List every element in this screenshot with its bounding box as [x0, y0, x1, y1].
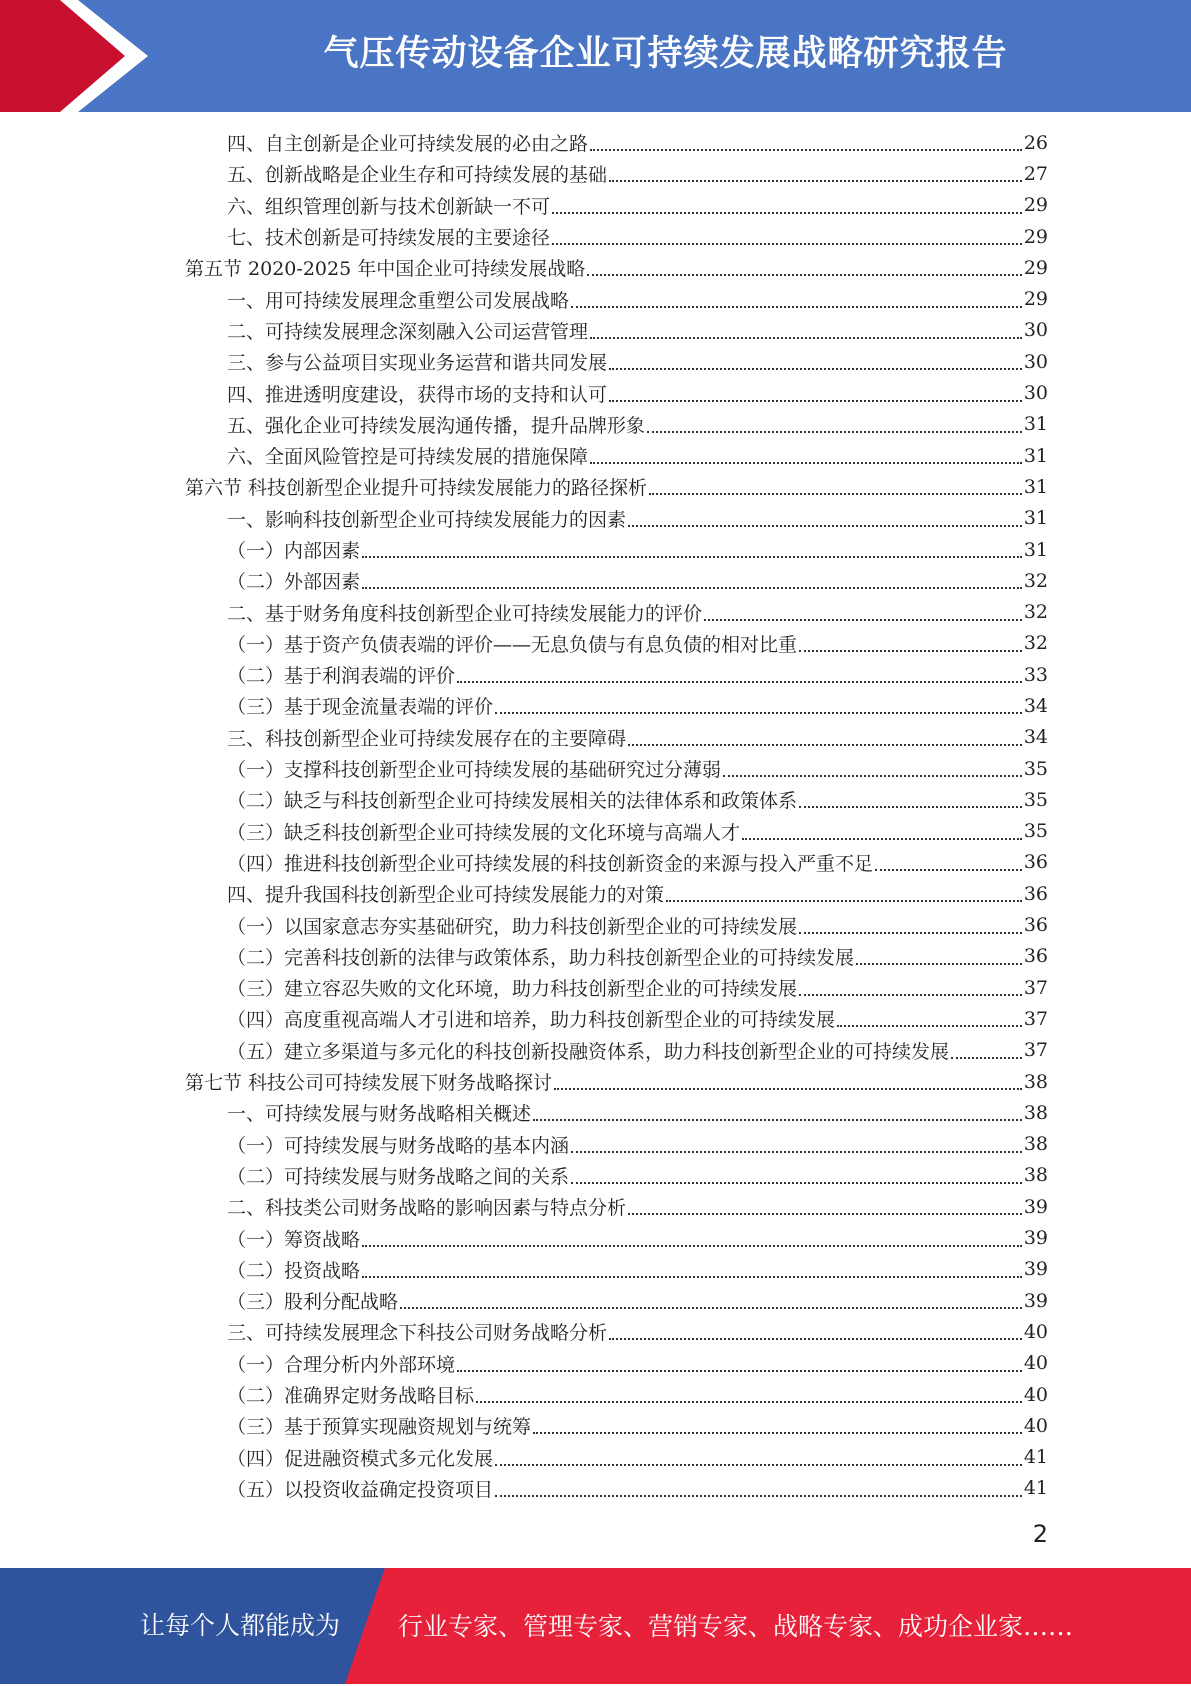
- toc-dot-leader: [704, 618, 1022, 621]
- toc-entry-title: （一）合理分析内外部环境: [227, 1353, 456, 1376]
- toc-entry-title: 三、可持续发展理念下科技公司财务战略分析: [227, 1322, 608, 1345]
- toc-entry-title: （五）建立多渠道与多元化的科技创新投融资体系，助力科技创新型企业的可持续发展: [227, 1040, 950, 1063]
- toc-entry-page: 37: [1023, 976, 1048, 999]
- toc-dot-leader: [495, 711, 1022, 714]
- toc-dot-leader: [590, 461, 1022, 464]
- toc-dot-leader: [609, 399, 1022, 402]
- toc-dot-leader: [647, 430, 1022, 433]
- toc-entry[interactable]: [185, 1316, 1048, 1347]
- toc-dot-leader: [457, 680, 1022, 683]
- toc-entry[interactable]: [185, 377, 1048, 408]
- toc-dot-leader: [628, 1212, 1022, 1215]
- toc-dot-leader: [628, 524, 1022, 527]
- toc-entry[interactable]: [185, 440, 1048, 471]
- toc-entry-title: 三、科技创新型企业可持续发展存在的主要障碍: [227, 727, 627, 750]
- toc-entry[interactable]: [185, 1348, 1048, 1379]
- toc-entry-title: （一）以国家意志夯实基础研究，助力科技创新型企业的可持续发展: [227, 915, 798, 938]
- toc-entry-page: 40: [1023, 1320, 1048, 1343]
- toc-dot-leader: [362, 1244, 1022, 1247]
- toc-entry-page: 41: [1023, 1446, 1048, 1469]
- page-header: [0, 0, 1191, 112]
- toc-entry-title: 二、可持续发展理念深刻融入公司运营管理: [227, 320, 589, 343]
- toc-dot-leader: [590, 336, 1022, 339]
- toc-entry[interactable]: [185, 409, 1048, 440]
- toc-dot-leader: [476, 1400, 1022, 1403]
- toc-entry[interactable]: [185, 1379, 1048, 1410]
- toc-entry-page: 30: [1023, 350, 1048, 373]
- toc-entry-page: 37: [1023, 1007, 1048, 1030]
- toc-entry-title: （一）内部因素: [227, 540, 361, 562]
- toc-entry-title: 二、科技类公司财务战略的影响因素与特点分析: [227, 1197, 627, 1220]
- toc-entry-title: （二）完善科技创新的法律与政策体系，助力科技创新型企业的可持续发展: [227, 946, 855, 969]
- toc-entry-page: 35: [1023, 757, 1048, 780]
- toc-entry-page: 36: [1023, 851, 1048, 874]
- toc-entry-title: （二）缺乏与科技创新型企业可持续发展相关的法律体系和政策体系: [227, 790, 798, 813]
- toc-entry[interactable]: [185, 221, 1048, 252]
- footer-slogan-right: 行业专家、管理专家、营销专家、战略专家、成功企业家……: [398, 1612, 1074, 1641]
- toc-entry-title: 六、组织管理创新与技术创新缺一不可: [227, 195, 551, 218]
- toc-entry-title: 第七节 科技公司可持续发展下财务战略探讨: [185, 1072, 553, 1095]
- toc-entry-page: 36: [1023, 945, 1048, 968]
- toc-dot-leader: [457, 1369, 1022, 1372]
- toc-entry[interactable]: [185, 878, 1048, 909]
- toc-entry[interactable]: [185, 1410, 1048, 1441]
- toc-entry-page: 29: [1023, 194, 1048, 217]
- toc-entry[interactable]: [185, 534, 1048, 565]
- toc-entry[interactable]: [185, 1441, 1048, 1472]
- toc-entry[interactable]: [185, 628, 1048, 659]
- toc-entry-page: 33: [1023, 663, 1048, 686]
- toc-entry-page: 39: [1023, 1289, 1048, 1312]
- toc-entry[interactable]: [185, 1003, 1048, 1034]
- toc-dot-leader: [362, 1275, 1022, 1278]
- toc-dot-leader: [951, 1056, 1022, 1059]
- toc-dot-leader: [495, 1463, 1022, 1466]
- toc-entry-title: 第五节 2020-2025 年中国企业可持续发展战略: [185, 258, 586, 281]
- toc-entry[interactable]: [185, 816, 1048, 847]
- toc-dot-leader: [609, 367, 1022, 370]
- toc-entry[interactable]: [185, 1129, 1048, 1160]
- toc-entry-page: 31: [1023, 444, 1048, 467]
- toc-entry-title: 第六节 科技创新型企业提升可持续发展能力的路径探析: [185, 477, 648, 500]
- toc-entry[interactable]: [185, 909, 1048, 940]
- toc-entry-title: 四、自主创新是企业可持续发展的必由之路: [227, 133, 589, 156]
- toc-dot-leader: [875, 868, 1022, 871]
- toc-entry-title: （一）基于资产负债表端的评价——无息负债与有息负债的相对比重: [227, 633, 798, 656]
- toc-entry-page: 31: [1023, 413, 1048, 436]
- toc-entry-title: 五、强化企业可持续发展沟通传播，提升品牌形象: [227, 414, 646, 437]
- toc-entry-title: （三）基于预算实现融资规划与统筹: [227, 1416, 532, 1439]
- toc-entry[interactable]: [185, 753, 1048, 784]
- toc-entry-page: 40: [1023, 1383, 1048, 1406]
- toc-entry-title: （二）准确界定财务战略目标: [227, 1385, 475, 1408]
- toc-entry-title: （四）推进科技创新型企业可持续发展的科技创新资金的来源与投入严重不足: [227, 852, 874, 875]
- toc-entry-title: 一、用可持续发展理念重塑公司发展战略: [227, 289, 570, 312]
- toc-entry[interactable]: [185, 1160, 1048, 1191]
- toc-dot-leader: [400, 1306, 1022, 1309]
- toc-entry-title: （四）高度重视高端人才引进和培养，助力科技创新型企业的可持续发展: [227, 1009, 836, 1032]
- toc-entry-page: 30: [1023, 319, 1048, 342]
- toc-entry-title: 一、影响科技创新型企业可持续发展能力的因素: [227, 508, 627, 531]
- toc-entry[interactable]: [185, 565, 1048, 596]
- toc-dot-leader: [609, 1337, 1022, 1340]
- toc-entry[interactable]: [185, 1097, 1048, 1128]
- header-chevron-graphic: [0, 0, 160, 112]
- toc-entry-page: 29: [1023, 288, 1048, 311]
- toc-dot-leader: [552, 211, 1022, 214]
- toc-entry[interactable]: [185, 190, 1048, 221]
- toc-entry-page: 35: [1023, 820, 1048, 843]
- toc-entry[interactable]: [185, 659, 1048, 690]
- toc-entry-page: 29: [1023, 256, 1048, 279]
- toc-entry-page: 38: [1023, 1101, 1048, 1124]
- toc-entry-page: 39: [1023, 1195, 1048, 1218]
- toc-entry[interactable]: [185, 972, 1048, 1003]
- toc-dot-leader: [799, 649, 1022, 652]
- toc-dot-leader: [554, 1087, 1022, 1090]
- toc-entry-title: 七、技术创新是可持续发展的主要途径: [227, 227, 551, 250]
- toc-dot-leader: [571, 1181, 1022, 1184]
- toc-entry-page: 39: [1023, 1258, 1048, 1281]
- toc-entry-page: 27: [1023, 162, 1048, 185]
- toc-entry-page: 29: [1023, 225, 1048, 248]
- toc-entry-page: 40: [1023, 1414, 1048, 1437]
- report-title: 气压传动设备企业可持续发展战略研究报告: [323, 34, 1008, 74]
- toc-entry[interactable]: [185, 503, 1048, 534]
- toc-entry-page: 36: [1023, 882, 1048, 905]
- toc-entry-page: 31: [1023, 475, 1048, 498]
- toc-dot-leader: [587, 273, 1022, 276]
- toc-dot-leader: [495, 1494, 1022, 1497]
- table-of-contents: [185, 127, 1048, 1504]
- page-footer: [0, 1568, 1191, 1684]
- toc-entry-title: 四、推进透明度建设，获得市场的支持和认可: [227, 383, 608, 406]
- toc-entry-page: 34: [1023, 694, 1048, 717]
- toc-dot-leader: [799, 993, 1022, 996]
- toc-dot-leader: [362, 555, 1022, 558]
- toc-entry[interactable]: [185, 1035, 1048, 1066]
- toc-entry-title: （三）建立容忍失败的文化环境，助力科技创新型企业的可持续发展: [227, 978, 798, 1001]
- toc-entry-title: （二）投资战略: [227, 1259, 361, 1282]
- toc-dot-leader: [533, 1431, 1022, 1434]
- toc-entry-page: 35: [1023, 788, 1048, 811]
- toc-entry-page: 32: [1023, 632, 1048, 655]
- toc-entry[interactable]: [185, 252, 1048, 283]
- toc-entry[interactable]: [185, 941, 1048, 972]
- toc-entry-title: 一、可持续发展与财务战略相关概述: [227, 1103, 532, 1126]
- toc-entry-title: （一）可持续发展与财务战略的基本内涵: [227, 1134, 570, 1157]
- toc-entry-title: （三）股利分配战略: [227, 1291, 399, 1314]
- toc-entry[interactable]: [185, 1066, 1048, 1097]
- toc-dot-leader: [837, 1024, 1022, 1027]
- toc-entry[interactable]: [185, 690, 1048, 721]
- toc-dot-leader: [628, 743, 1022, 746]
- toc-dot-leader: [533, 1118, 1022, 1121]
- toc-dot-leader: [799, 805, 1022, 808]
- toc-entry[interactable]: [185, 1222, 1048, 1253]
- toc-entry[interactable]: [185, 1191, 1048, 1222]
- toc-entry-title: 三、参与公益项目实现业务运营和谐共同发展: [227, 352, 608, 375]
- toc-dot-leader: [571, 1150, 1022, 1153]
- toc-entry[interactable]: [185, 1473, 1048, 1504]
- toc-entry-page: 38: [1023, 1070, 1048, 1093]
- toc-entry[interactable]: [185, 722, 1048, 753]
- toc-entry-page: 37: [1023, 1039, 1048, 1062]
- toc-entry-page: 30: [1023, 382, 1048, 405]
- toc-dot-leader: [590, 148, 1022, 151]
- toc-entry-page: 36: [1023, 914, 1048, 937]
- toc-entry[interactable]: [185, 847, 1048, 878]
- toc-entry-title: （三）缺乏科技创新型企业可持续发展的文化环境与高端人才: [227, 821, 741, 844]
- toc-entry-title: （四）促进融资模式多元化发展: [227, 1447, 494, 1470]
- toc-entry-title: 六、全面风险管控是可持续发展的措施保障: [227, 446, 589, 469]
- toc-dot-leader: [649, 492, 1022, 495]
- toc-entry[interactable]: [185, 471, 1048, 502]
- toc-entry-title: 四、提升我国科技创新型企业可持续发展能力的对策: [227, 884, 665, 907]
- toc-dot-leader: [571, 305, 1022, 308]
- toc-entry[interactable]: [185, 1254, 1048, 1285]
- toc-entry-title: 二、基于财务角度科技创新型企业可持续发展能力的评价: [227, 602, 703, 625]
- toc-entry-page: 26: [1023, 131, 1048, 154]
- toc-entry[interactable]: [185, 158, 1048, 189]
- toc-entry-page: 41: [1023, 1477, 1048, 1500]
- footer-slogan-left: 让每个人都能成为: [140, 1611, 341, 1640]
- toc-entry-title: 五、创新战略是企业生存和可持续发展的基础: [227, 164, 608, 187]
- toc-dot-leader: [666, 899, 1022, 902]
- toc-entry-title: （二）外部因素: [227, 571, 361, 594]
- toc-entry-page: 40: [1023, 1352, 1048, 1375]
- toc-dot-leader: [552, 242, 1022, 245]
- toc-entry[interactable]: [185, 315, 1048, 346]
- toc-entry[interactable]: [185, 127, 1048, 158]
- toc-dot-leader: [723, 774, 1022, 777]
- toc-dot-leader: [799, 931, 1022, 934]
- toc-entry-page: 31: [1023, 538, 1048, 561]
- toc-entry-page: 38: [1023, 1164, 1048, 1187]
- toc-entry-title: （一）支撑科技创新型企业可持续发展的基础研究过分薄弱: [227, 759, 722, 782]
- toc-entry-page: 31: [1023, 507, 1048, 530]
- toc-entry-title: （五）以投资收益确定投资项目: [227, 1478, 494, 1501]
- toc-entry[interactable]: [185, 784, 1048, 815]
- toc-entry-page: 34: [1023, 726, 1048, 749]
- toc-entry[interactable]: [185, 596, 1048, 627]
- toc-entry-title: （一）筹资战略: [227, 1228, 361, 1251]
- toc-entry-page: 32: [1023, 601, 1048, 624]
- toc-dot-leader: [609, 179, 1022, 182]
- toc-entry-title: （二）可持续发展与财务战略之间的关系: [227, 1165, 570, 1188]
- toc-entry-title: （二）基于利润表端的评价: [227, 665, 456, 688]
- toc-entry-page: 38: [1023, 1133, 1048, 1156]
- toc-dot-leader: [856, 962, 1022, 965]
- toc-entry-title: （三）基于现金流量表端的评价: [227, 696, 494, 719]
- toc-entry-page: 32: [1023, 569, 1048, 592]
- toc-entry[interactable]: [185, 346, 1048, 377]
- toc-dot-leader: [742, 837, 1022, 840]
- toc-entry[interactable]: [185, 1285, 1048, 1316]
- toc-dot-leader: [362, 586, 1022, 589]
- page-number: 2: [1032, 1520, 1048, 1548]
- toc-entry-page: 39: [1023, 1227, 1048, 1250]
- toc-entry[interactable]: [185, 283, 1048, 314]
